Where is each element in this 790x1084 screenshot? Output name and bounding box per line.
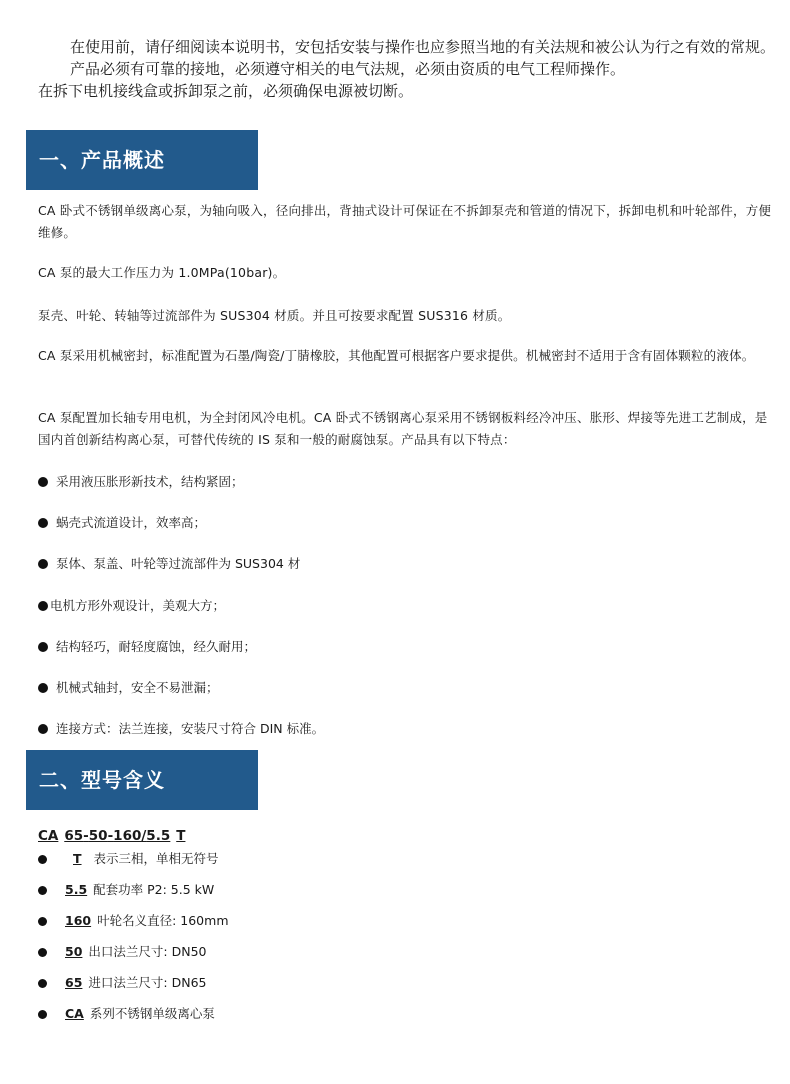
model-item-desc: 出口法兰尺寸: DN50	[88, 944, 207, 959]
paragraph-text: CA 泵配置加长轴专用电机，为全封闭风冷电机。CA 卧式不锈钢离心泵采用不锈钢板料经冷冲压、胀形、焊接等先进工艺制成，是国内首创新结构离心泵，可替代传统的 IS 泵和一般的耐腐蚀泵。产品具有以下特点：	[38, 410, 768, 447]
bullet-icon	[38, 683, 48, 693]
section-1-paragraph-5	[38, 407, 773, 451]
model-item-desc: 进口法兰尺寸: DN65	[88, 975, 207, 990]
intro-paragraph-1: 在使用前，请仔细阅读本说明书，安包括安装与操作也应参照当地的有关法规和被公认为行之有效的常规。	[70, 38, 776, 56]
intro-paragraph-2: 产品必须有可靠的接地，必须遵守相关的电气法规，必须由资质的电气工程师操作。	[70, 60, 626, 78]
model-item-desc: 配套功率 P2: 5.5 kW	[93, 882, 215, 897]
bullet-icon	[38, 601, 48, 611]
feature-item	[38, 472, 244, 492]
intro-paragraph-3: 在拆下电机接线盒或拆卸泵之前，必须确保电源被切断。	[38, 82, 414, 100]
model-impeller: 160	[113, 828, 142, 844]
feature-text: 采用液压胀形新技术，结构紧固；	[56, 474, 244, 489]
model-spec: 65-50-160/5.5	[64, 828, 171, 844]
model-item-code: 65	[65, 975, 83, 990]
feature-text: 泵体、泵盖、叶轮等过流部件为 SUS304 材	[56, 556, 301, 571]
model-item-code: T	[73, 851, 82, 866]
model-item-code: 160	[65, 913, 92, 928]
feature-text: 连接方式：法兰连接，安装尺寸符合 DIN 标准。	[56, 721, 325, 736]
model-item	[38, 911, 229, 931]
model-power: 5.5	[146, 828, 171, 844]
bullet-icon	[38, 477, 48, 487]
model-item	[38, 973, 206, 993]
bullet-icon	[38, 518, 48, 528]
bullet-icon	[38, 979, 47, 988]
feature-item	[38, 513, 206, 533]
paragraph-text: 泵壳、叶轮、转轴等过流部件为 SUS304 材质。并且可按要求配置 SUS316 材质。	[38, 308, 511, 323]
model-code	[38, 826, 185, 846]
feature-text: 电机方形外观设计，美观大方；	[50, 598, 226, 613]
section-1-paragraph-2	[38, 262, 773, 284]
section-2-header: 二、型号含义	[26, 750, 258, 810]
bullet-icon	[38, 642, 48, 652]
bullet-icon	[38, 917, 47, 926]
model-item	[38, 880, 214, 900]
model-series: CA	[38, 828, 59, 844]
section-1-paragraph-4	[38, 345, 773, 367]
model-item-code: CA	[65, 1006, 84, 1021]
feature-item	[38, 596, 225, 616]
model-outlet: 50	[88, 828, 108, 844]
bullet-icon	[38, 559, 48, 569]
model-item-code: 5.5	[65, 882, 88, 897]
feature-text: 机械式轴封，安全不易泄漏；	[56, 680, 219, 695]
feature-item	[38, 554, 300, 574]
bullet-icon	[38, 855, 47, 864]
feature-item	[38, 678, 219, 698]
bullet-icon	[38, 1010, 47, 1019]
section-1-paragraph-1	[38, 200, 773, 244]
model-item-desc: 系列不锈钢单级离心泵	[89, 1006, 215, 1021]
paragraph-text: CA 泵采用机械密封，标准配置为石墨/陶瓷/丁腈橡胶，其他配置可根据客户要求提供。机械密封不适用于含有固体颗粒的液体。	[38, 348, 755, 363]
model-phase: T	[176, 828, 186, 844]
bullet-icon	[38, 948, 47, 957]
model-item-desc: 表示三相，单相无符号	[93, 851, 219, 866]
paragraph-text: CA 泵的最大工作压力为 1.0MPa(10bar)。	[38, 265, 286, 280]
section-1-paragraph-3	[38, 305, 773, 327]
paragraph-text: CA 卧式不锈钢单级离心泵，为轴向吸入，径向排出，背抽式设计可保证在不拆卸泵壳和管道的情况下，拆卸电机和叶轮部件，方便维修。	[38, 203, 772, 240]
model-item	[38, 849, 219, 869]
section-1-header: 一、产品概述	[26, 130, 258, 190]
feature-item	[38, 719, 324, 739]
intro-block	[38, 36, 783, 102]
model-item	[38, 1004, 215, 1024]
feature-text: 结构轻巧，耐轻度腐蚀，经久耐用；	[56, 639, 257, 654]
model-item-desc: 叶轮名义直径: 160mm	[97, 913, 229, 928]
model-item-code: 50	[65, 944, 83, 959]
bullet-icon	[38, 886, 47, 895]
model-item	[38, 942, 206, 962]
model-inlet: 65	[64, 828, 84, 844]
bullet-icon	[38, 724, 48, 734]
feature-item	[38, 637, 256, 657]
feature-text: 蜗壳式流道设计，效率高；	[56, 515, 207, 530]
